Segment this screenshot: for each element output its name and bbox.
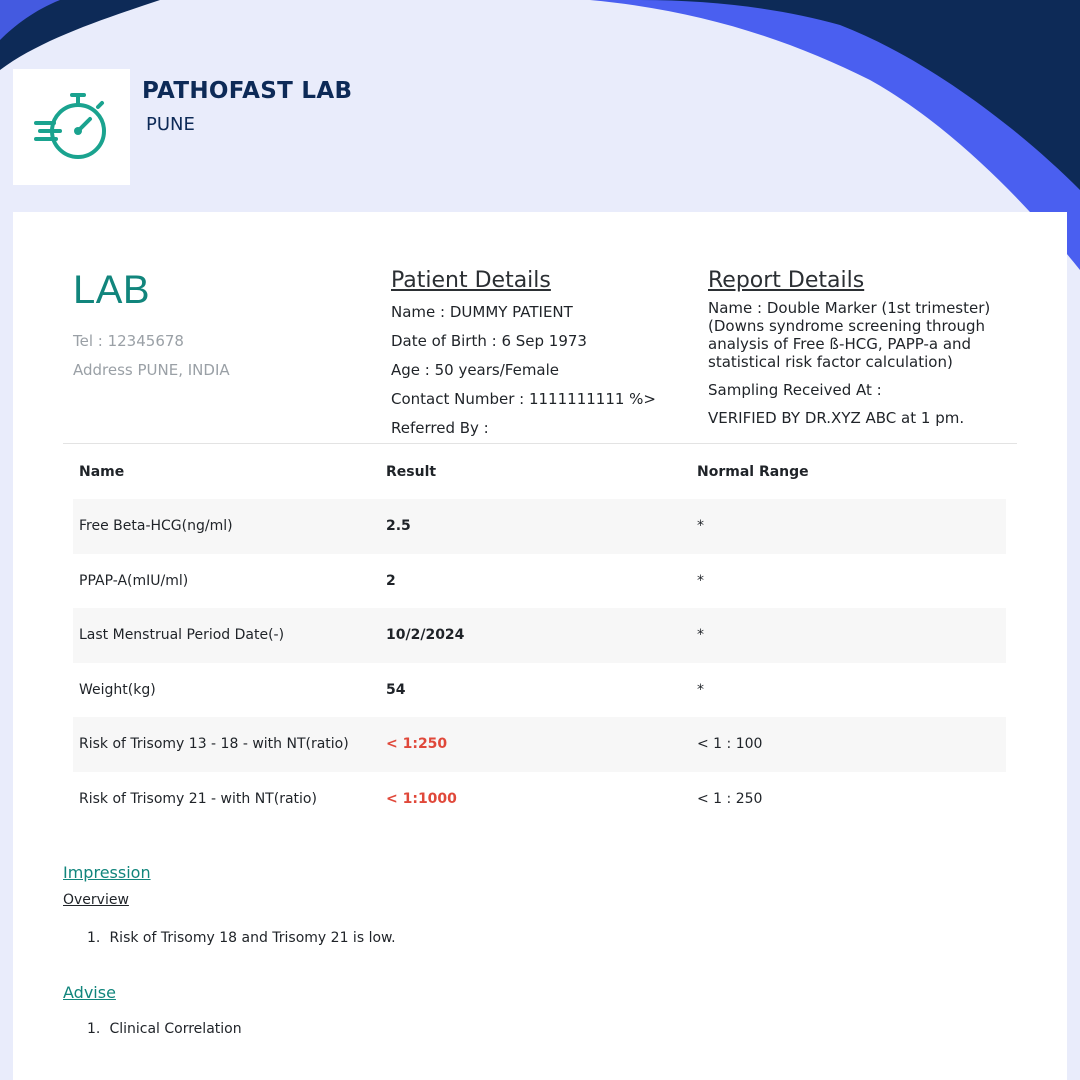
- table-row: [73, 499, 1006, 554]
- column-header-name: Name: [79, 464, 125, 480]
- patient-age: Age : 50 years/Female: [391, 361, 560, 379]
- test-range: < 1 : 100: [697, 736, 763, 753]
- list-item: Clinical Correlation: [109, 1021, 242, 1037]
- test-result-flagged: < 1:1000: [386, 790, 457, 807]
- brand-city: PUNE: [146, 114, 195, 135]
- report-name-line-1: Name : Double Marker (1st trimester): [708, 299, 991, 317]
- overview-heading: Overview: [63, 892, 129, 908]
- impression-heading: Impression: [63, 863, 151, 882]
- test-range: *: [697, 681, 704, 698]
- test-name: Risk of Trisomy 13 - 18 - with NT(ratio): [79, 736, 349, 753]
- test-name: PPAP-A(mIU/ml): [79, 572, 189, 589]
- column-header-range: Normal Range: [697, 464, 809, 480]
- patient-details-heading: Patient Details: [391, 268, 551, 293]
- test-name: Risk of Trisomy 21 - with NT(ratio): [79, 790, 317, 807]
- table-row: [73, 554, 1006, 609]
- lab-title: LAB: [73, 268, 151, 312]
- advise-list: [87, 1021, 242, 1037]
- test-range: *: [697, 518, 704, 535]
- stopwatch-speed-icon: [32, 87, 112, 167]
- list-item: Risk of Trisomy 18 and Trisomy 21 is low.: [109, 930, 396, 946]
- test-result: 54: [386, 681, 406, 698]
- table-row: [73, 772, 1006, 827]
- patient-name: Name : DUMMY PATIENT: [391, 303, 573, 321]
- report-sampling: Sampling Received At :: [708, 381, 882, 399]
- report-name-line-3: analysis of Free ß-HCG, PAPP-a and: [708, 335, 972, 353]
- patient-contact: Contact Number : 1111111111 %>: [391, 390, 656, 408]
- test-name: Free Beta-HCG(ng/ml): [79, 518, 233, 535]
- brand-name: PATHOFAST LAB: [142, 78, 353, 104]
- patient-referred-by: Referred By :: [391, 419, 489, 437]
- test-result: 2: [386, 572, 396, 589]
- table-row: [73, 717, 1006, 772]
- results-table: [73, 445, 1006, 826]
- test-range: *: [697, 572, 704, 589]
- table-header: [73, 445, 1006, 499]
- lab-address: Address PUNE, INDIA: [73, 361, 230, 379]
- report-name-line-4: statistical risk factor calculation): [708, 353, 953, 371]
- column-header-result: Result: [386, 464, 437, 480]
- report-name-line-2: (Downs syndrome screening through: [708, 317, 986, 335]
- impression-list: [87, 930, 396, 946]
- test-range: *: [697, 627, 704, 644]
- divider: [63, 443, 1017, 444]
- test-result: 2.5: [386, 518, 411, 535]
- test-result: 10/2/2024: [386, 627, 465, 644]
- test-range: < 1 : 250: [697, 790, 763, 807]
- report-verified: VERIFIED BY DR.XYZ ABC at 1 pm.: [708, 409, 965, 427]
- patient-dob: Date of Birth : 6 Sep 1973: [391, 332, 587, 350]
- test-name: Weight(kg): [79, 681, 156, 698]
- test-name: Last Menstrual Period Date(-): [79, 627, 285, 644]
- table-row: [73, 663, 1006, 718]
- table-row: [73, 608, 1006, 663]
- lab-logo: [13, 69, 130, 185]
- test-result-flagged: < 1:250: [386, 736, 448, 753]
- patient-details: [391, 268, 691, 438]
- report-details: [708, 268, 1028, 427]
- brand: [142, 78, 352, 135]
- lab-tel: Tel : 12345678: [73, 332, 184, 350]
- report-details-heading: Report Details: [708, 268, 865, 293]
- list-number: 1.: [87, 930, 101, 946]
- list-number: 1.: [87, 1021, 101, 1037]
- report-card: [13, 212, 1067, 1080]
- advise-heading: Advise: [63, 983, 116, 1002]
